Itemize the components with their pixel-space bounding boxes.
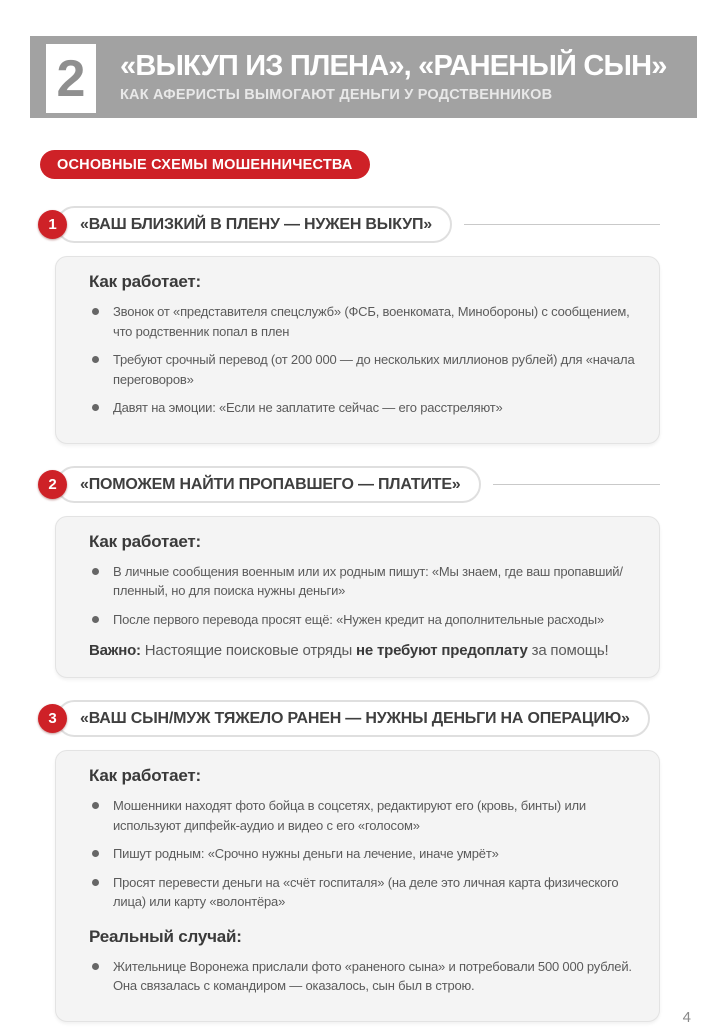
section-1-title: «ВАШ БЛИЗКИЙ В ПЛЕНУ — НУЖЕН ВЫКУП» xyxy=(80,216,432,233)
bullet-list xyxy=(89,957,639,996)
section-3-title: «ВАШ СЫН/МУЖ ТЯЖЕЛО РАНЕН — НУЖНЫ ДЕНЬГИ НА ОПЕРАЦИЮ» xyxy=(80,710,630,727)
list-item: Просят перевести деньги на «счёт госпиталя» (на деле это личная карта физического лица) или карту «волонтёра» xyxy=(89,873,639,912)
list-item: Мошенники находят фото бойца в соцсетях, редактируют его (кровь, бинты) или используют дипфейк-аудио и видео с его «голосом» xyxy=(89,796,639,835)
list-item: Давят на эмоции: «Если не заплатите сейчас — его расстреляют» xyxy=(89,398,639,418)
section-1-header xyxy=(38,206,660,243)
list-item: Звонок от «представителя спецслужб» (ФСБ, военкомата, Минобороны) с сообщением, что родственник попал в плен xyxy=(89,302,639,341)
schemes-badge: ОСНОВНЫЕ СХЕМЫ МОШЕННИЧЕСТВА xyxy=(40,150,370,179)
section-2-title-pill xyxy=(56,466,481,503)
divider-line xyxy=(493,484,660,485)
important-text-after: за помощь! xyxy=(527,642,609,659)
bullet-list xyxy=(89,796,639,912)
section-2-number-badge: 2 xyxy=(38,470,67,499)
section-3-card xyxy=(55,750,660,1022)
important-text-before: Настоящие поисковые отряды xyxy=(140,642,357,659)
bullet-list xyxy=(89,562,639,630)
scheme-section-3 xyxy=(0,700,707,1022)
important-label: Важно: xyxy=(89,642,141,659)
list-item: В личные сообщения военным или их родным пишут: «Мы знаем, где ваш пропавший/пленный, но для поиска нужны деньги» xyxy=(89,562,639,601)
section-1-title-pill xyxy=(56,206,452,243)
list-item: Требуют срочный перевод (от 200 000 — до нескольких миллионов рублей) для «начала переговоров» xyxy=(89,350,639,389)
list-item: Пишут родным: «Срочно нужны деньги на лечение, иначе умрёт» xyxy=(89,844,639,864)
important-note xyxy=(89,642,639,659)
list-item: Жительнице Воронежа прислали фото «раненого сына» и потребовали 500 000 рублей. Она связалась с командиром — оказалось, сын был в строю. xyxy=(89,957,639,996)
page-subtitle: КАК АФЕРИСТЫ ВЫМОГАЮТ ДЕНЬГИ У РОДСТВЕННИКОВ xyxy=(120,86,553,103)
section-3-header xyxy=(38,700,660,737)
section-3-number-badge: 3 xyxy=(38,704,67,733)
scheme-section-2 xyxy=(0,466,707,679)
bullet-list xyxy=(89,302,639,418)
real-case-heading: Реальный случай: xyxy=(89,926,242,946)
how-it-works-heading: Как работает: xyxy=(89,531,201,551)
section-2-title: «ПОМОЖЕМ НАЙТИ ПРОПАВШЕГО — ПЛАТИТЕ» xyxy=(80,475,461,493)
document-page xyxy=(0,36,707,1036)
section-2-card xyxy=(55,516,660,679)
section-2-header xyxy=(38,466,660,503)
scheme-section-1 xyxy=(0,206,707,444)
divider-line xyxy=(464,224,660,225)
chapter-number-box xyxy=(46,44,96,113)
how-it-works-heading: Как работает: xyxy=(89,766,201,785)
section-1-card xyxy=(55,256,660,444)
important-text-bold: не требуют предоплату xyxy=(356,642,528,659)
section-1-number-badge: 1 xyxy=(38,210,67,239)
chapter-number: 2 xyxy=(56,49,86,108)
page-number: 4 xyxy=(682,1009,691,1026)
page-title: «ВЫКУП ИЗ ПЛЕНА», «РАНЕНЫЙ СЫН» xyxy=(120,50,667,83)
list-item: После первого перевода просят ещё: «Нужен кредит на дополнительные расходы» xyxy=(89,610,639,630)
chapter-header-text xyxy=(120,36,667,118)
chapter-header xyxy=(30,36,697,118)
how-it-works-heading: Как работает: xyxy=(89,272,201,291)
section-3-title-pill xyxy=(56,700,650,737)
